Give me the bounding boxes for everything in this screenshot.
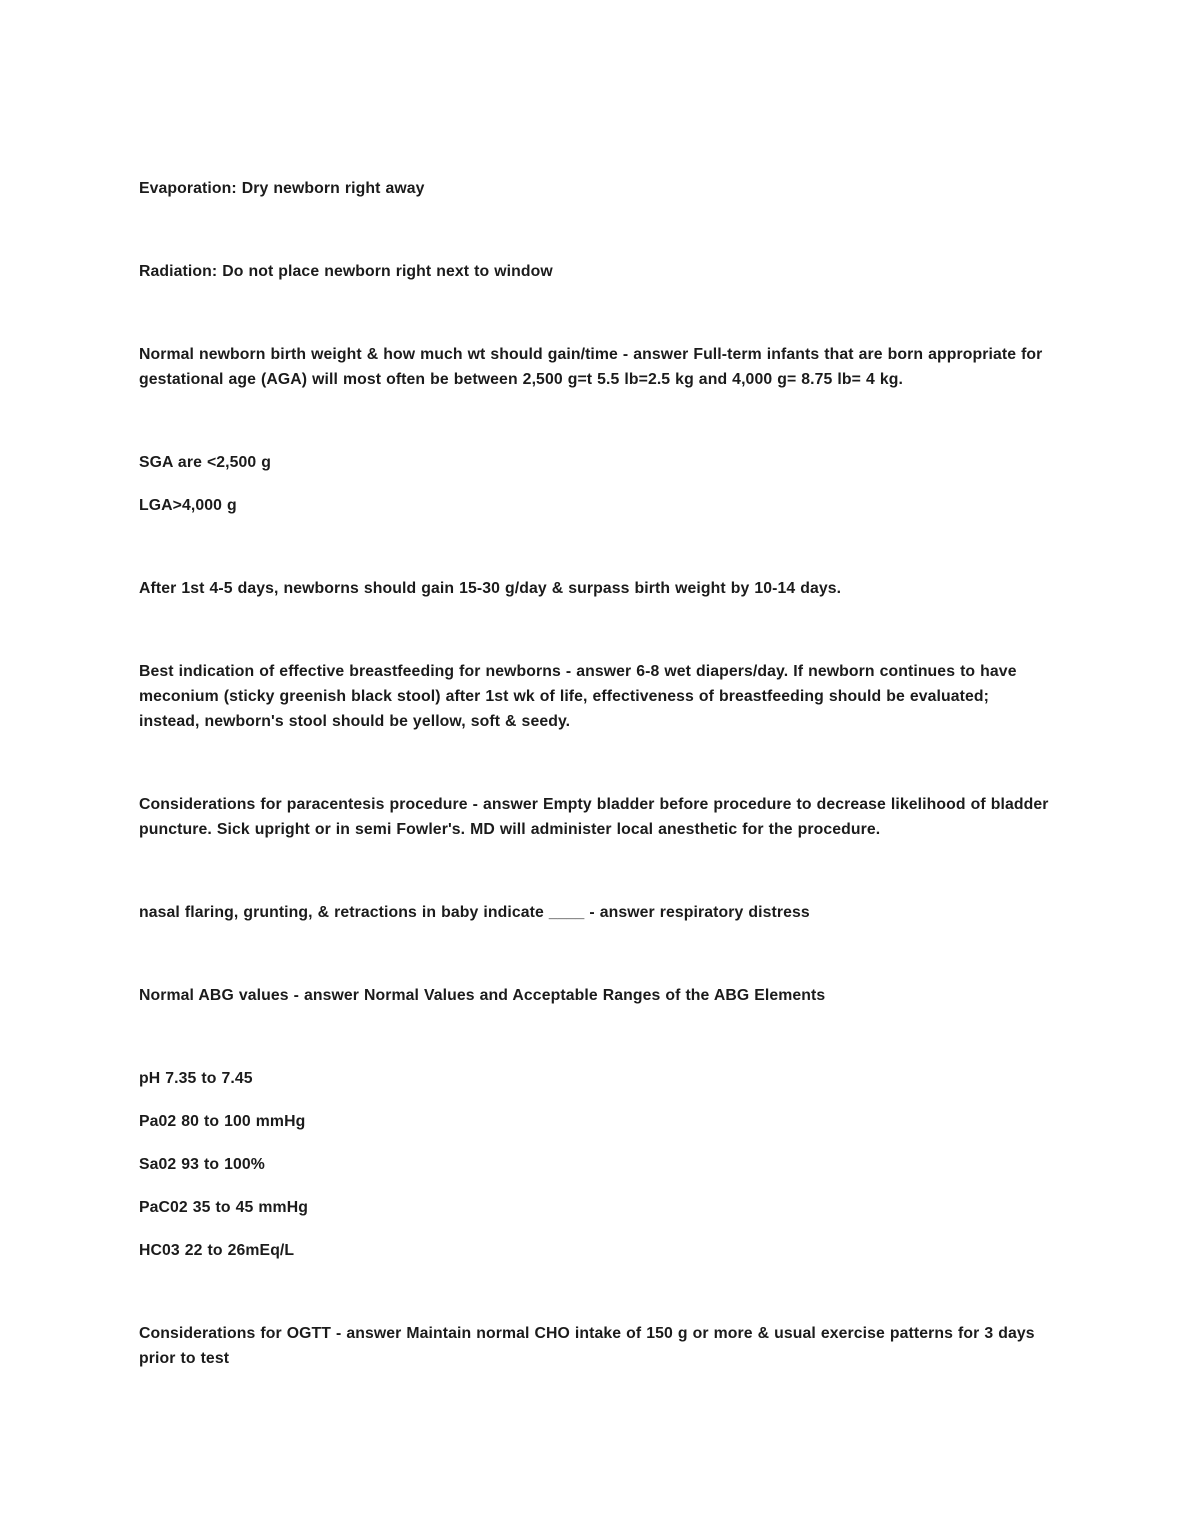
paragraph-pao2-range: Pa02 80 to 100 mmHg xyxy=(139,1113,306,1130)
paragraph-radiation: Radiation: Do not place newborn right next to window xyxy=(139,263,553,280)
paragraph-weight-gain: After 1st 4-5 days, newborns should gain 15-30 g/day & surpass birth weight by 10-14 days. xyxy=(139,580,842,597)
paragraph-hco3-range: HC03 22 to 26mEq/L xyxy=(139,1242,295,1259)
paragraph-normal-abg: Normal ABG values - answer Normal Values and Acceptable Ranges of the ABG Elements xyxy=(139,987,826,1004)
paragraph-lga: LGA>4,000 g xyxy=(139,497,237,514)
paragraph-nasal-flaring: nasal flaring, grunting, & retractions in baby indicate ____ - answer respiratory distress xyxy=(139,904,810,921)
paragraph-ph-range: pH 7.35 to 7.45 xyxy=(139,1070,253,1087)
paragraph-paco2-range: PaC02 35 to 45 mmHg xyxy=(139,1199,308,1216)
paragraph-sao2-range: Sa02 93 to 100% xyxy=(139,1156,265,1173)
paragraph-birth-weight: Normal newborn birth weight & how much wt should gain/time - answer Full-term infants that are born appropriate for gestational age (AGA) will most often be between 2,500 g=t 5.5 lb=2.5 kg and 4,000 g= 8.75 lb= 4 kg. xyxy=(139,346,1043,388)
paragraph-ogtt: Considerations for OGTT - answer Maintain normal CHO intake of 150 g or more & usual exercise patterns for 3 days prior to test xyxy=(139,1325,1035,1367)
paragraph-breastfeeding: Best indication of effective breastfeeding for newborns - answer 6-8 wet diapers/day. If newborn continues to have meconium (sticky greenish black stool) after 1st wk of life, effectiveness of breastfeeding should be evaluated; instead, newborn's stool should be yellow, soft & seedy. xyxy=(139,663,1017,730)
paragraph-sga: SGA are <2,500 g xyxy=(139,454,272,471)
paragraph-evaporation: Evaporation: Dry newborn right away xyxy=(139,180,425,197)
paragraph-paracentesis: Considerations for paracentesis procedure - answer Empty bladder before procedure to decrease likelihood of bladder puncture. Sick upright or in semi Fowler's. MD will administer local anesthetic for the procedure. xyxy=(139,796,1049,838)
